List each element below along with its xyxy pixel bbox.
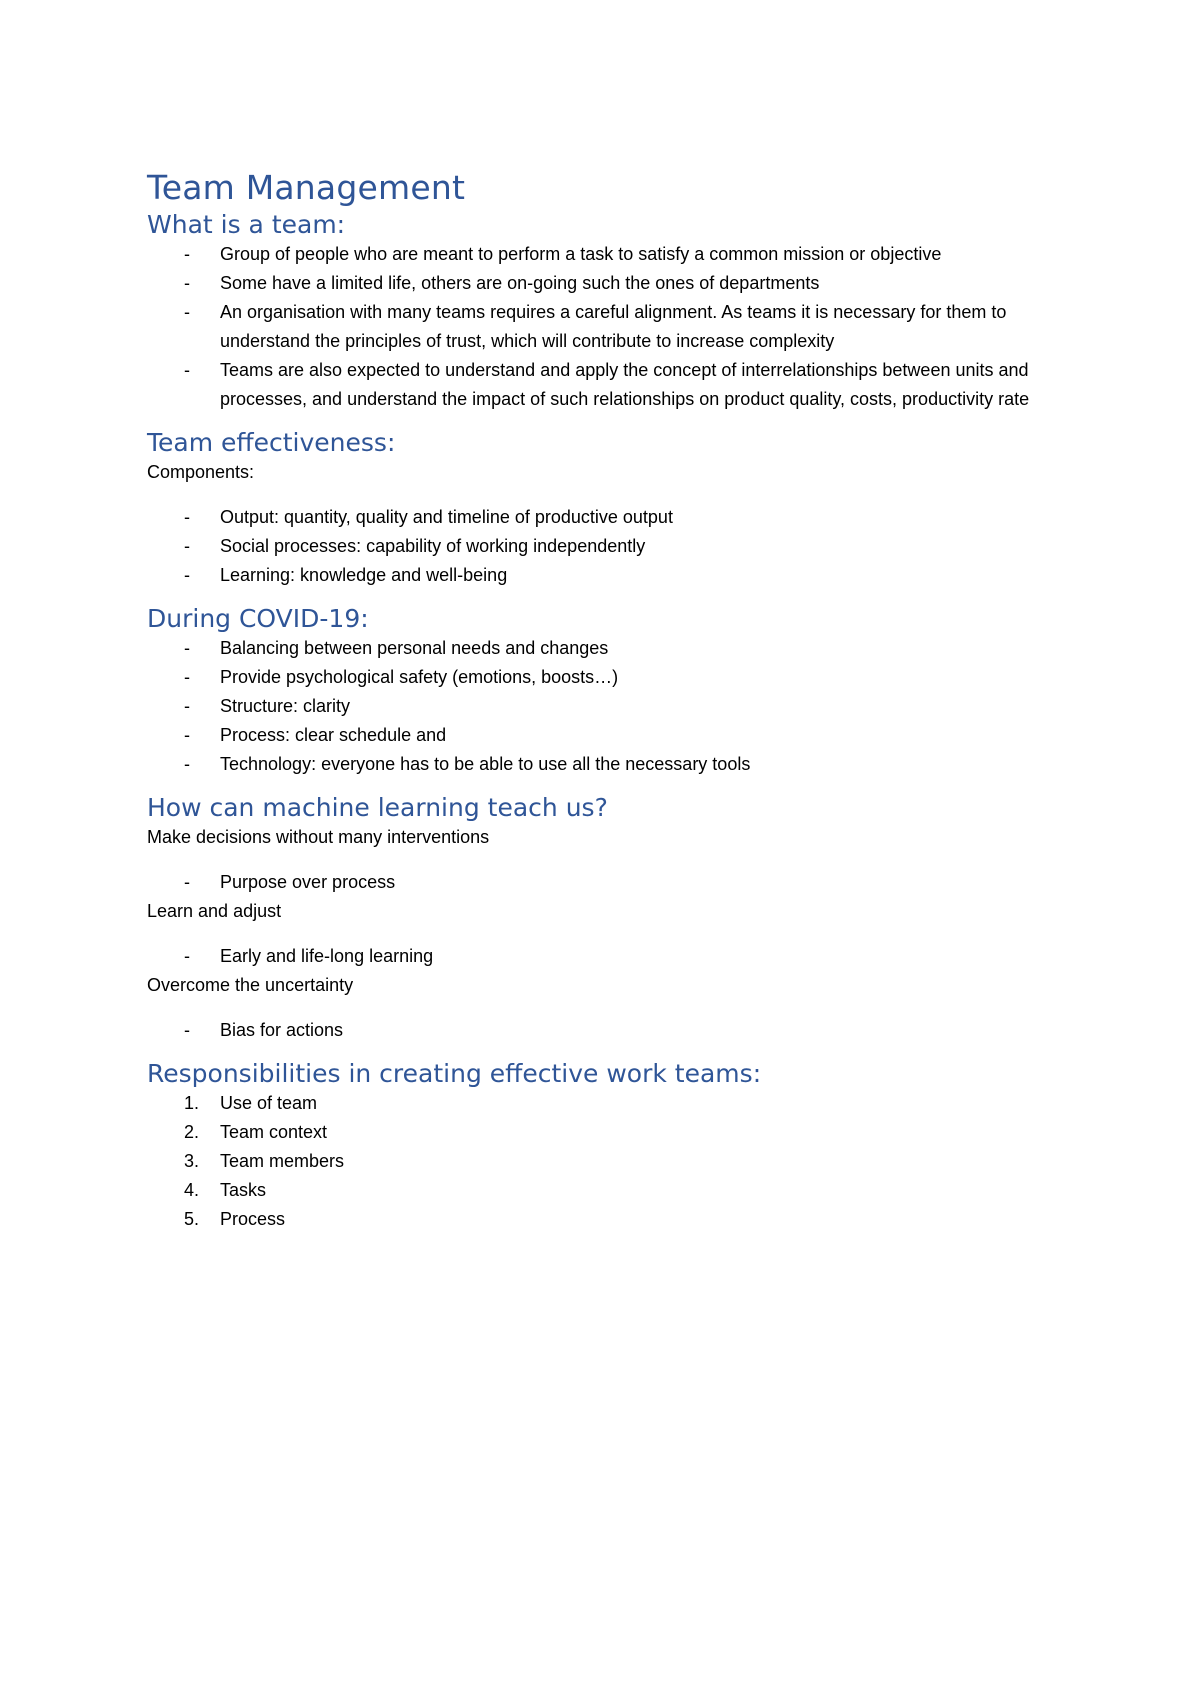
list-item-text: Social processes: capability of working independently bbox=[220, 536, 646, 556]
list-item bbox=[147, 1147, 1067, 1176]
dash-bullet: - bbox=[184, 507, 190, 527]
list-item bbox=[147, 532, 1067, 561]
dash-bullet: - bbox=[184, 360, 190, 380]
heading-responsibilities: Responsibilities in creating effective work teams: bbox=[147, 1059, 762, 1088]
list-item bbox=[147, 1205, 1067, 1234]
ml-intro-uncertainty: Overcome the uncertainty bbox=[147, 975, 354, 995]
list-item-text: Team members bbox=[220, 1151, 345, 1171]
list-item-text: Team context bbox=[220, 1122, 328, 1142]
list-item bbox=[147, 503, 1067, 532]
list-item-text: Process: clear schedule and bbox=[220, 725, 447, 745]
list-item-text: Provide psychological safety (emotions, boosts…) bbox=[220, 667, 619, 687]
dash-bullet: - bbox=[184, 946, 190, 966]
list-number: 5. bbox=[184, 1209, 200, 1229]
effectiveness-components-list bbox=[147, 503, 1067, 590]
ml-list-uncertainty bbox=[147, 1016, 1067, 1045]
responsibilities-list bbox=[147, 1089, 1067, 1234]
list-item bbox=[147, 1118, 1067, 1147]
ml-list-decisions bbox=[147, 868, 1067, 897]
dash-bullet: - bbox=[184, 638, 190, 658]
ml-intro-learn: Learn and adjust bbox=[147, 901, 282, 921]
list-item-text: Technology: everyone has to be able to use all the necessary tools bbox=[220, 754, 751, 774]
list-item-text: Early and life-long learning bbox=[220, 946, 434, 966]
dash-bullet: - bbox=[184, 302, 190, 322]
page-title: Team Management bbox=[147, 168, 466, 207]
heading-team-effectiveness: Team effectiveness: bbox=[147, 428, 396, 457]
document-content bbox=[147, 168, 1067, 1234]
list-item bbox=[147, 269, 1067, 298]
dash-bullet: - bbox=[184, 667, 190, 687]
list-item-text: Output: quantity, quality and timeline of productive output bbox=[220, 507, 673, 527]
ml-list-learn bbox=[147, 942, 1067, 971]
list-item bbox=[147, 298, 1067, 356]
dash-bullet: - bbox=[184, 565, 190, 585]
list-item bbox=[147, 868, 1067, 897]
list-item-text: Group of people who are meant to perform a task to satisfy a common mission or objective bbox=[220, 244, 942, 264]
list-item-text: Structure: clarity bbox=[220, 696, 351, 716]
list-item bbox=[147, 750, 1067, 779]
heading-what-is-a-team: What is a team: bbox=[147, 210, 346, 239]
heading-machine-learning: How can machine learning teach us? bbox=[147, 793, 608, 822]
list-item-text: An organisation with many teams requires a careful alignment. As teams it is necessary for them to understand the principles of trust, which will contribute to increase complexity bbox=[220, 302, 1007, 351]
list-item bbox=[147, 1176, 1067, 1205]
dash-bullet: - bbox=[184, 536, 190, 556]
list-item-text: Use of team bbox=[220, 1093, 318, 1113]
dash-bullet: - bbox=[184, 696, 190, 716]
list-item-text: Process bbox=[220, 1209, 286, 1229]
covid-list bbox=[147, 634, 1067, 779]
ml-intro-decisions: Make decisions without many interventions bbox=[147, 827, 490, 847]
list-item bbox=[147, 942, 1067, 971]
list-item-text: Purpose over process bbox=[220, 872, 396, 892]
list-item bbox=[147, 561, 1067, 590]
components-label: Components: bbox=[147, 462, 255, 482]
dash-bullet: - bbox=[184, 872, 190, 892]
dash-bullet: - bbox=[184, 754, 190, 774]
list-item-text: Teams are also expected to understand and apply the concept of interrelationships between units and processes, and understand the impact of such relationships on product quality, costs, productivity rate bbox=[220, 360, 1030, 409]
heading-during-covid: During COVID-19: bbox=[147, 604, 369, 633]
dash-bullet: - bbox=[184, 273, 190, 293]
list-item bbox=[147, 663, 1067, 692]
list-item bbox=[147, 240, 1067, 269]
list-number: 2. bbox=[184, 1122, 200, 1142]
list-item-text: Balancing between personal needs and changes bbox=[220, 638, 609, 658]
list-item-text: Tasks bbox=[220, 1180, 267, 1200]
list-number: 4. bbox=[184, 1180, 200, 1200]
list-item-text: Learning: knowledge and well-being bbox=[220, 565, 508, 585]
team-definition-list bbox=[147, 240, 1067, 414]
list-item bbox=[147, 634, 1067, 663]
list-item bbox=[147, 1016, 1067, 1045]
dash-bullet: - bbox=[184, 725, 190, 745]
list-item-text: Bias for actions bbox=[220, 1020, 344, 1040]
list-item bbox=[147, 721, 1067, 750]
list-item bbox=[147, 1089, 1067, 1118]
list-number: 3. bbox=[184, 1151, 200, 1171]
dash-bullet: - bbox=[184, 244, 190, 264]
list-item bbox=[147, 692, 1067, 721]
dash-bullet: - bbox=[184, 1020, 190, 1040]
list-item-text: Some have a limited life, others are on-going such the ones of departments bbox=[220, 273, 820, 293]
list-item bbox=[147, 356, 1067, 414]
list-number: 1. bbox=[184, 1093, 200, 1113]
